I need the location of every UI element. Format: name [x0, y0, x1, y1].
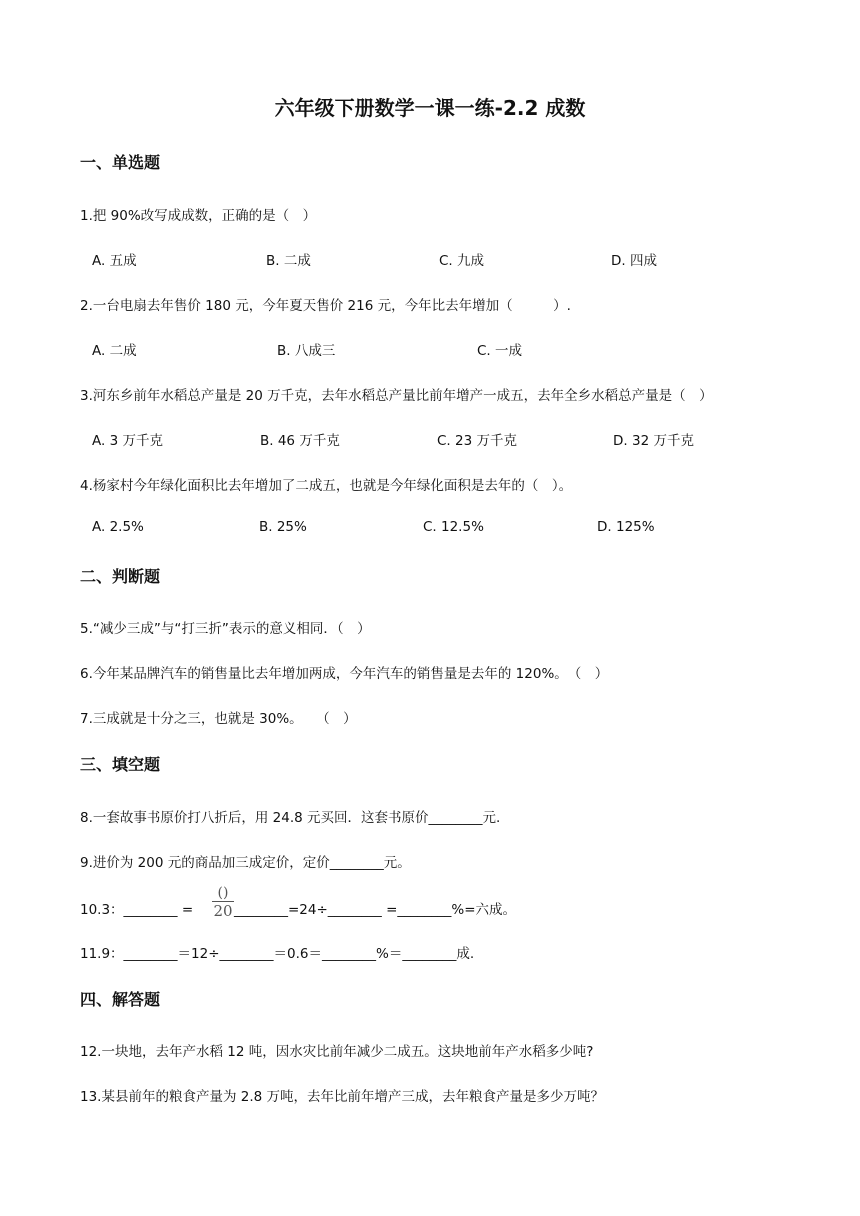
q1-option-d[interactable]: D. 四成	[611, 253, 657, 269]
question-8: 8.一套故事书原价打八折后，用 24.8 元买回．这套书原价________元.	[80, 810, 501, 826]
page-title: 六年级下册数学一课一练-2.2 成数	[274, 96, 586, 120]
section-heading-fill-blank: 三、填空题	[80, 755, 161, 774]
question-10-start: 10.3：________ =	[80, 902, 194, 918]
q4-option-c[interactable]: C. 12.5%	[423, 519, 484, 535]
question-6: 6.今年某品牌汽车的销售量比去年增加两成，今年汽车的销售量是去年的 120%。 （ ）	[80, 666, 609, 682]
question-1: 1.把 90%改写成成数，正确的是（ ）	[80, 208, 317, 224]
fraction-numerator: ()	[217, 885, 229, 901]
question-13: 13.某县前年的粮食产量为 2.8 万吨，去年比前年增产三成，去年粮食产量是多少万吨？	[80, 1089, 605, 1105]
q1-option-c[interactable]: C. 九成	[439, 253, 485, 269]
question-3: 3.河东乡前年水稻总产量是 20 万千克，去年水稻总产量比前年增产一成五，去年全乡水稻总产量是（ ）	[80, 388, 713, 404]
question-5: 5.“减少三成”与“打三折”表示的意义相同．（ ）	[80, 621, 371, 637]
question-10-end: ________=24÷________ =________%=六成。	[234, 902, 517, 918]
q2-option-a[interactable]: A. 二成	[92, 343, 137, 359]
q4-option-b[interactable]: B. 25%	[259, 519, 307, 535]
q3-option-c[interactable]: C. 23 万千克	[437, 433, 517, 449]
q4-option-a[interactable]: A. 2.5%	[92, 519, 144, 535]
q2-option-b[interactable]: B. 八成三	[277, 343, 336, 359]
q1-option-a[interactable]: A. 五成	[92, 253, 137, 269]
q3-option-b[interactable]: B. 46 万千克	[260, 433, 340, 449]
q3-option-d[interactable]: D. 32 万千克	[613, 433, 694, 449]
section-heading-answer: 四、解答题	[80, 990, 161, 1009]
question-4: 4.杨家村今年绿化面积比去年增加了二成五，也就是今年绿化面积是去年的（ ）。	[80, 478, 573, 494]
q4-option-d[interactable]: D. 125%	[597, 519, 655, 535]
fraction-image	[212, 886, 234, 919]
q1-option-b[interactable]: B. 二成	[266, 253, 311, 269]
question-9: 9.进价为 200 元的商品加三成定价，定价________元。	[80, 855, 411, 871]
question-2: 2.一台电扇去年售价 180 元，今年夏天售价 216 元，今年比去年增加（ ）.	[80, 298, 571, 314]
question-7: 7.三成就是十分之三，也就是 30%。 （ ）	[80, 711, 357, 727]
fraction-denominator: 20	[213, 902, 233, 920]
q2-option-c[interactable]: C. 一成	[477, 343, 523, 359]
section-heading-single-choice: 一、单选题	[80, 153, 161, 172]
section-heading-true-false: 二、判断题	[80, 567, 161, 586]
question-12: 12.一块地，去年产水稻 12 吨，因水灾比前年减少二成五。这块地前年产水稻多少吨?	[80, 1044, 594, 1060]
question-11: 11.9：________＝12÷________＝0.6＝________%＝________成.	[80, 946, 475, 962]
q3-option-a[interactable]: A. 3 万千克	[92, 433, 163, 449]
